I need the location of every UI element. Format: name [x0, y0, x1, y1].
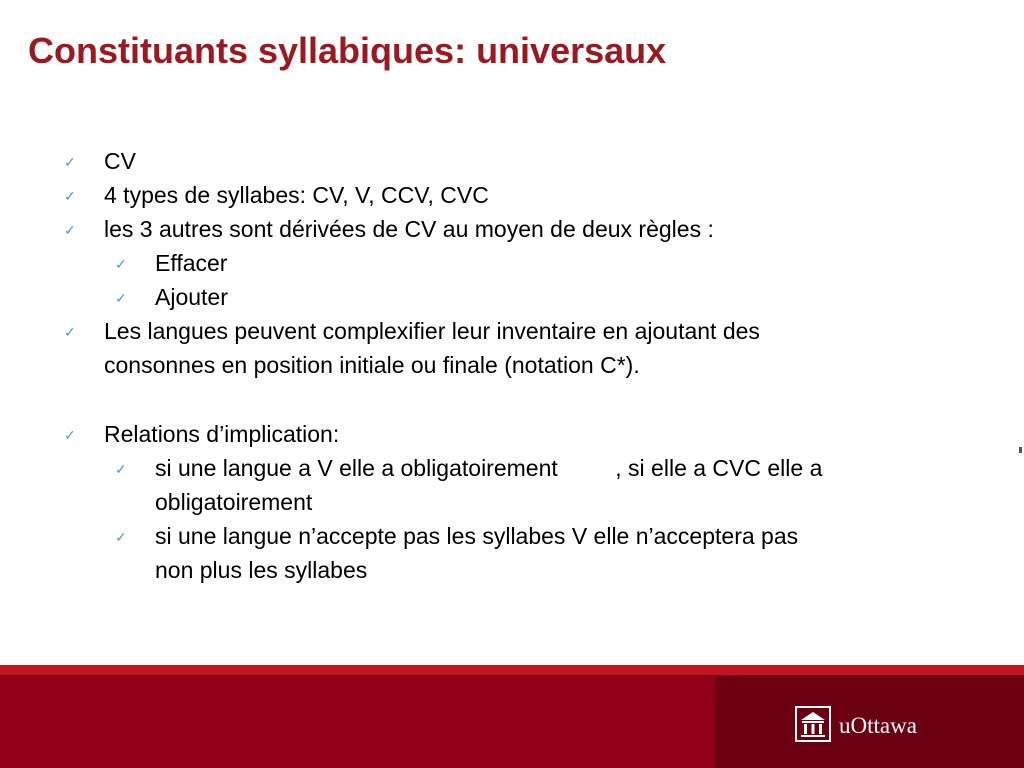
checkmark-icon: ✓	[64, 222, 76, 238]
list-item-text: Les langues peuvent complexifier leur inventaire en ajoutant des	[104, 318, 760, 344]
list-item-text: Relations d’implication:	[104, 421, 340, 447]
list-item-text: les 3 autres sont dérivées de CV au moyen de deux règles :	[104, 216, 714, 242]
checkmark-icon: ✓	[64, 188, 76, 204]
checkmark-icon: ✓	[115, 290, 127, 306]
checkmark-icon: ✓	[64, 427, 76, 443]
footer-stripe	[0, 665, 1024, 675]
list-item-text: si une langue a V elle a obligatoirement , si elle a CVC elle a	[155, 455, 823, 481]
checkmark-icon: ✓	[115, 529, 127, 545]
slide-title: Constituants syllabiques: universaux	[28, 30, 667, 71]
list-item-text: non plus les syllabes	[155, 557, 368, 583]
building-icon	[795, 706, 831, 747]
list-item-text: CV	[104, 148, 136, 174]
list-item-text: obligatoirement	[155, 489, 313, 515]
list-item-text: consonnes en position initiale ou finale (notation C*).	[104, 352, 640, 378]
list-item-text: Effacer	[155, 250, 228, 276]
checkmark-icon: ✓	[64, 154, 76, 170]
list-item-text: Ajouter	[155, 284, 228, 310]
checkmark-icon: ✓	[115, 256, 127, 272]
checkmark-icon: ✓	[64, 324, 76, 340]
logo-text: uOttawa	[839, 713, 917, 738]
uottawa-logo	[795, 708, 917, 744]
list-item-text: 4 types de syllabes: CV, V, CCV, CVC	[104, 182, 489, 208]
edge-mark	[1019, 447, 1022, 453]
checkmark-icon: ✓	[115, 461, 127, 477]
list-item-text: si une langue n’accepte pas les syllabes V elle n’acceptera pas	[155, 523, 799, 549]
